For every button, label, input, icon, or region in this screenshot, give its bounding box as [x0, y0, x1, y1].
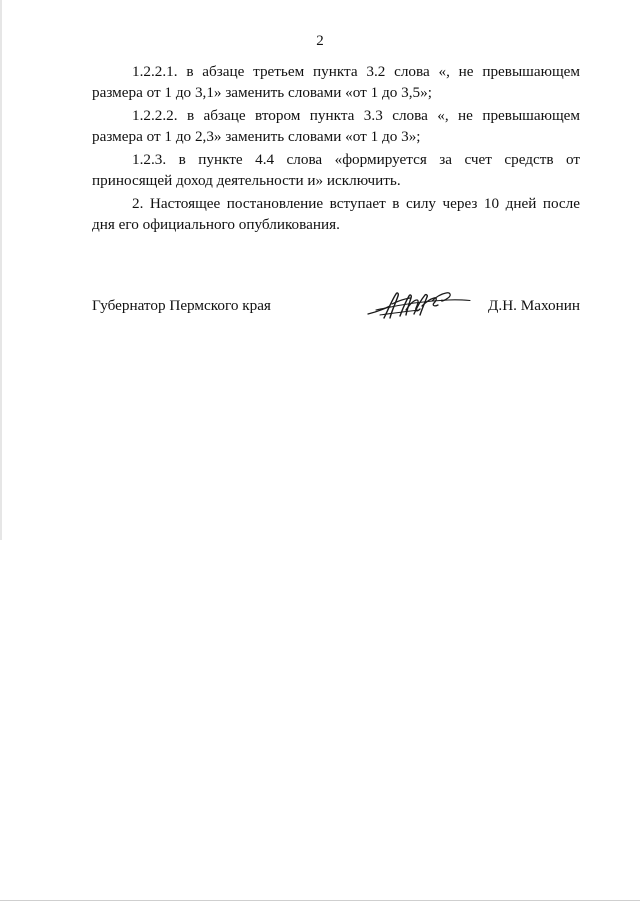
page-number: 2 — [316, 33, 324, 49]
paragraph-1-2-2-2: 1.2.2.2. в абзаце втором пункта 3.3 слова «, не превышающем размера от 1 до 2,3» заменить словами «от 1 до 3»; — [92, 107, 580, 145]
page-bottom-edge — [0, 900, 640, 901]
signature-block — [92, 288, 580, 328]
paragraph-1-2-2-1: 1.2.2.1. в абзаце третьем пункта 3.2 слова «, не превышающем размера от 1 до 3,1» заменить словами «от 1 до 3,5»; — [92, 63, 580, 101]
paragraph-2: 2. Настоящее постановление вступает в силу через 10 дней после дня его официального опубликования. — [92, 195, 580, 233]
handwritten-signature-icon — [362, 288, 474, 324]
document-body — [92, 62, 580, 238]
signatory-name: Д.Н. Махонин — [488, 297, 580, 314]
scan-edge-mark — [0, 0, 2, 540]
signatory-position: Губернатор Пермского края — [92, 297, 271, 314]
paragraph-1-2-3: 1.2.3. в пункте 4.4 слова «формируется за счет средств от приносящей доход деятельности и» исключить. — [92, 151, 580, 189]
